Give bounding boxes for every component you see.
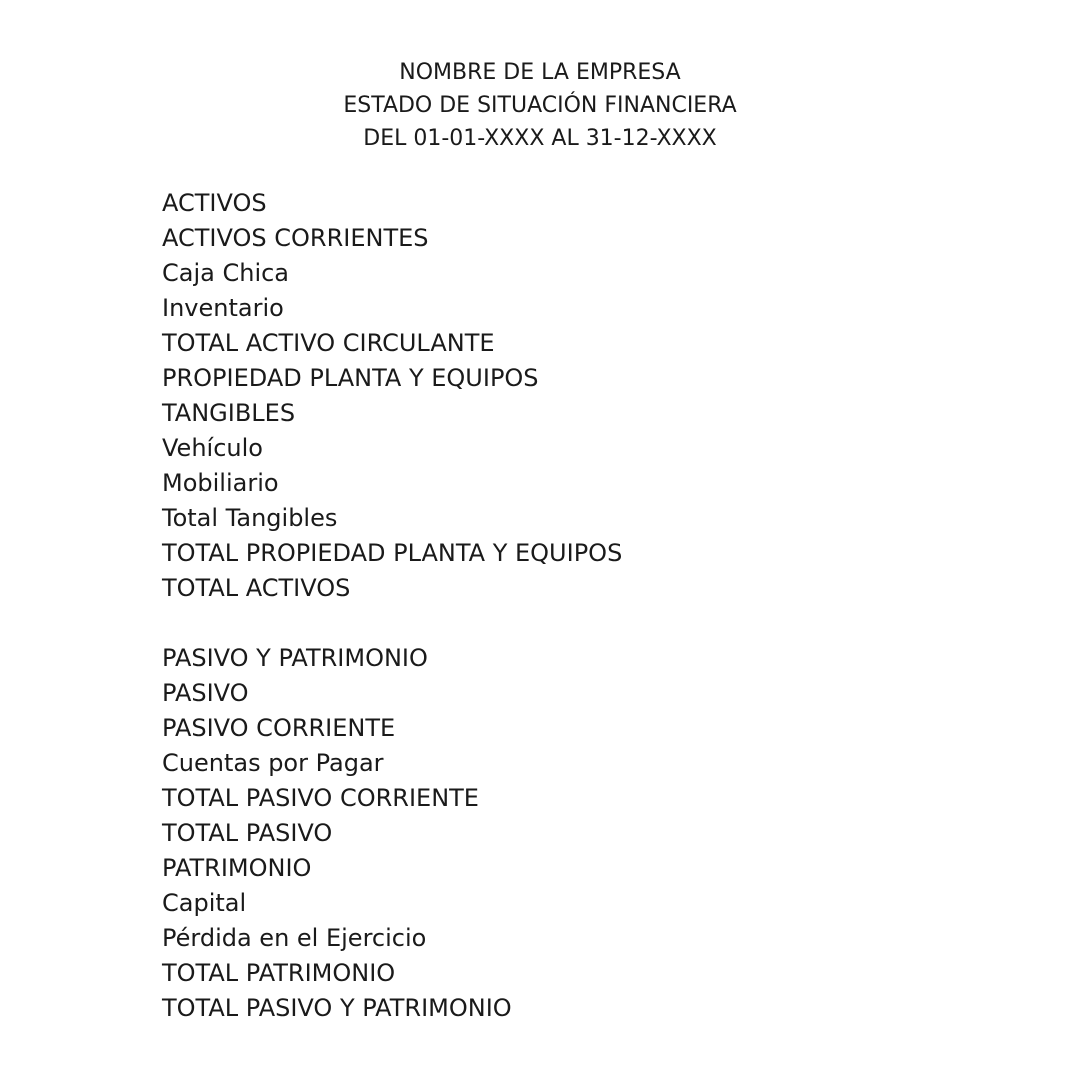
total-activo-circulante: TOTAL ACTIVO CIRCULANTE — [162, 329, 495, 357]
total-activos: TOTAL ACTIVOS — [162, 574, 351, 602]
pasivo-corriente-heading: PASIVO CORRIENTE — [162, 714, 396, 742]
inventario-item: Inventario — [162, 294, 284, 322]
activos-corrientes-heading: ACTIVOS CORRIENTES — [162, 224, 429, 252]
pasivo-heading: PASIVO — [162, 679, 249, 707]
activos-section — [162, 186, 962, 606]
propiedad-planta-equipos-heading: PROPIEDAD PLANTA Y EQUIPOS — [162, 364, 539, 392]
pasivo-patrimonio-heading: PASIVO Y PATRIMONIO — [162, 644, 428, 672]
total-tangibles: Total Tangibles — [162, 504, 338, 532]
total-pasivo-patrimonio: TOTAL PASIVO Y PATRIMONIO — [162, 994, 512, 1022]
vehiculo-item: Vehículo — [162, 434, 263, 462]
pasivo-patrimonio-section — [162, 641, 962, 1026]
capital-item: Capital — [162, 889, 247, 917]
cuentas-por-pagar-item: Cuentas por Pagar — [162, 749, 384, 777]
activos-heading: ACTIVOS — [162, 189, 267, 217]
statement-title: ESTADO DE SITUACIÓN FINANCIERA — [343, 93, 737, 118]
statement-period: DEL 01-01-XXXX AL 31-12-XXXX — [363, 126, 717, 151]
total-propiedad-planta-equipos: TOTAL PROPIEDAD PLANTA Y EQUIPOS — [162, 539, 623, 567]
document-header — [0, 56, 1080, 155]
mobiliario-item: Mobiliario — [162, 469, 279, 497]
perdida-ejercicio-item: Pérdida en el Ejercicio — [162, 924, 427, 952]
caja-chica-item: Caja Chica — [162, 259, 290, 287]
total-pasivo: TOTAL PASIVO — [162, 819, 333, 847]
total-patrimonio: TOTAL PATRIMONIO — [162, 959, 396, 987]
total-pasivo-corriente: TOTAL PASIVO CORRIENTE — [162, 784, 479, 812]
tangibles-heading: TANGIBLES — [162, 399, 296, 427]
patrimonio-heading: PATRIMONIO — [162, 854, 312, 882]
company-name: NOMBRE DE LA EMPRESA — [399, 60, 681, 85]
